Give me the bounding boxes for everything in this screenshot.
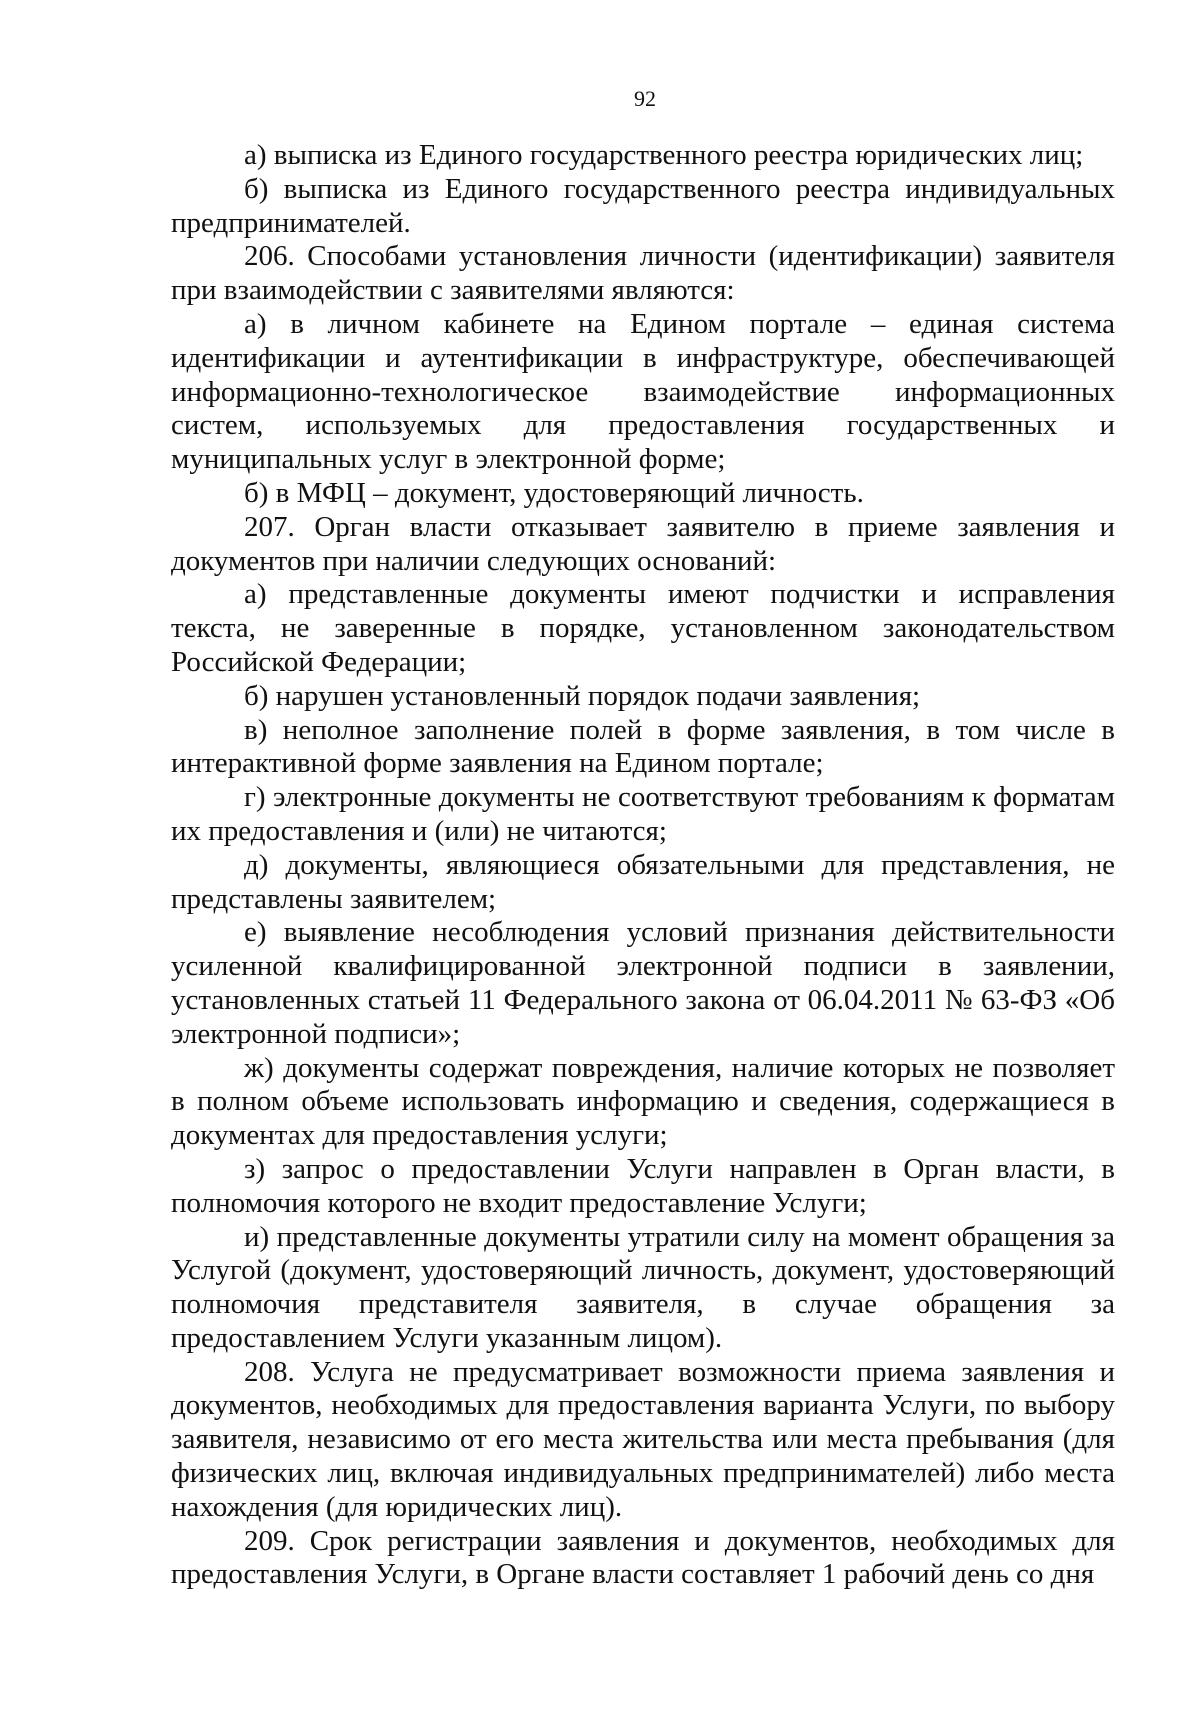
paragraph-207-e: е) выявление несоблюдения условий признания действительности усиленной квалифицированной электронной подписи в заявлении, установленных статьей 11 Федерального закона от 06.04.2011 № 63-ФЗ «Об электронной подписи»; — [171, 916, 1115, 1050]
paragraph-207-zh: ж) документы содержат повреждения, наличие которых не позволяет в полном объеме использовать информацию и сведения, содержащиеся в документах для предоставления услуги; — [171, 1051, 1115, 1152]
paragraph-207-g: г) электронные документы не соответствуют требованиям к форматам их предоставления и (или) не читаются; — [171, 781, 1115, 847]
paragraph-209: 209. Срок регистрации заявления и документов, необходимых для предоставления Услуги, в Органе власти составляет 1 рабочий день со дня — [171, 1524, 1115, 1591]
paragraph-207-z: з) запрос о предоставлении Услуги направлен в Орган власти, в полномочия которого не входит предоставление Услуги; — [171, 1152, 1115, 1219]
paragraph-207-v: в) неполное заполнение полей в форме заявления, в том числе в интерактивной форме заявления на Едином портале; — [171, 713, 1115, 780]
paragraph-207-b: б) нарушен установленный порядок подачи заявления; — [244, 679, 921, 712]
paragraph-egrul-extract: а) выписка из Единого государственного реестра юридических лиц; — [244, 139, 1084, 171]
paragraph-207-a: а) представленные документы имеют подчистки и исправления текста, не заверенные в порядке, установленном законодательством Российской Федерации; — [171, 578, 1115, 678]
paragraph-207-d: д) документы, являющиеся обязательными для представления, не представлены заявителем; — [171, 848, 1115, 915]
page-number: 92 — [634, 86, 656, 111]
document-body — [171, 139, 1115, 1592]
paragraph-206-a: а) в личном кабинете на Едином портале – единая система идентификации и аутентификации в инфраструктуре, обеспечивающей информационно-технологическое взаимодействие информационных систем, используемых для предоставления государственных и муниципальных услуг в электронной форме; — [171, 307, 1115, 476]
paragraph-207-i: и) представленные документы утратили силу на момент обращения за Услугой (документ, удостоверяющий личность, документ, удостоверяющий полномочия представителя заявителя, в случае обращения за предоставлением Услуги указанным лицом). — [171, 1220, 1115, 1354]
paragraph-208: 208. Услуга не предусматривает возможности приема заявления и документов, необходимых для предоставления варианта Услуги, по выбору заявителя, независимо от его места жительства или места пребывания (для физических лиц, включая индивидуальных предпринимателей) либо места нахождения (для юридических лиц). — [171, 1355, 1115, 1523]
paragraph-207: 207. Орган власти отказывает заявителю в приеме заявления и документов при наличии следующих оснований: — [171, 510, 1115, 577]
paragraph-egrip-extract: б) выписка из Единого государственного реестра индивидуальных предпринимателей. — [171, 172, 1115, 239]
paragraph-206-b: б) в МФЦ – документ, удостоверяющий личность. — [244, 476, 864, 509]
paragraph-206: 206. Способами установления личности (идентификации) заявителя при взаимодействии с заявителями являются: — [171, 240, 1115, 307]
